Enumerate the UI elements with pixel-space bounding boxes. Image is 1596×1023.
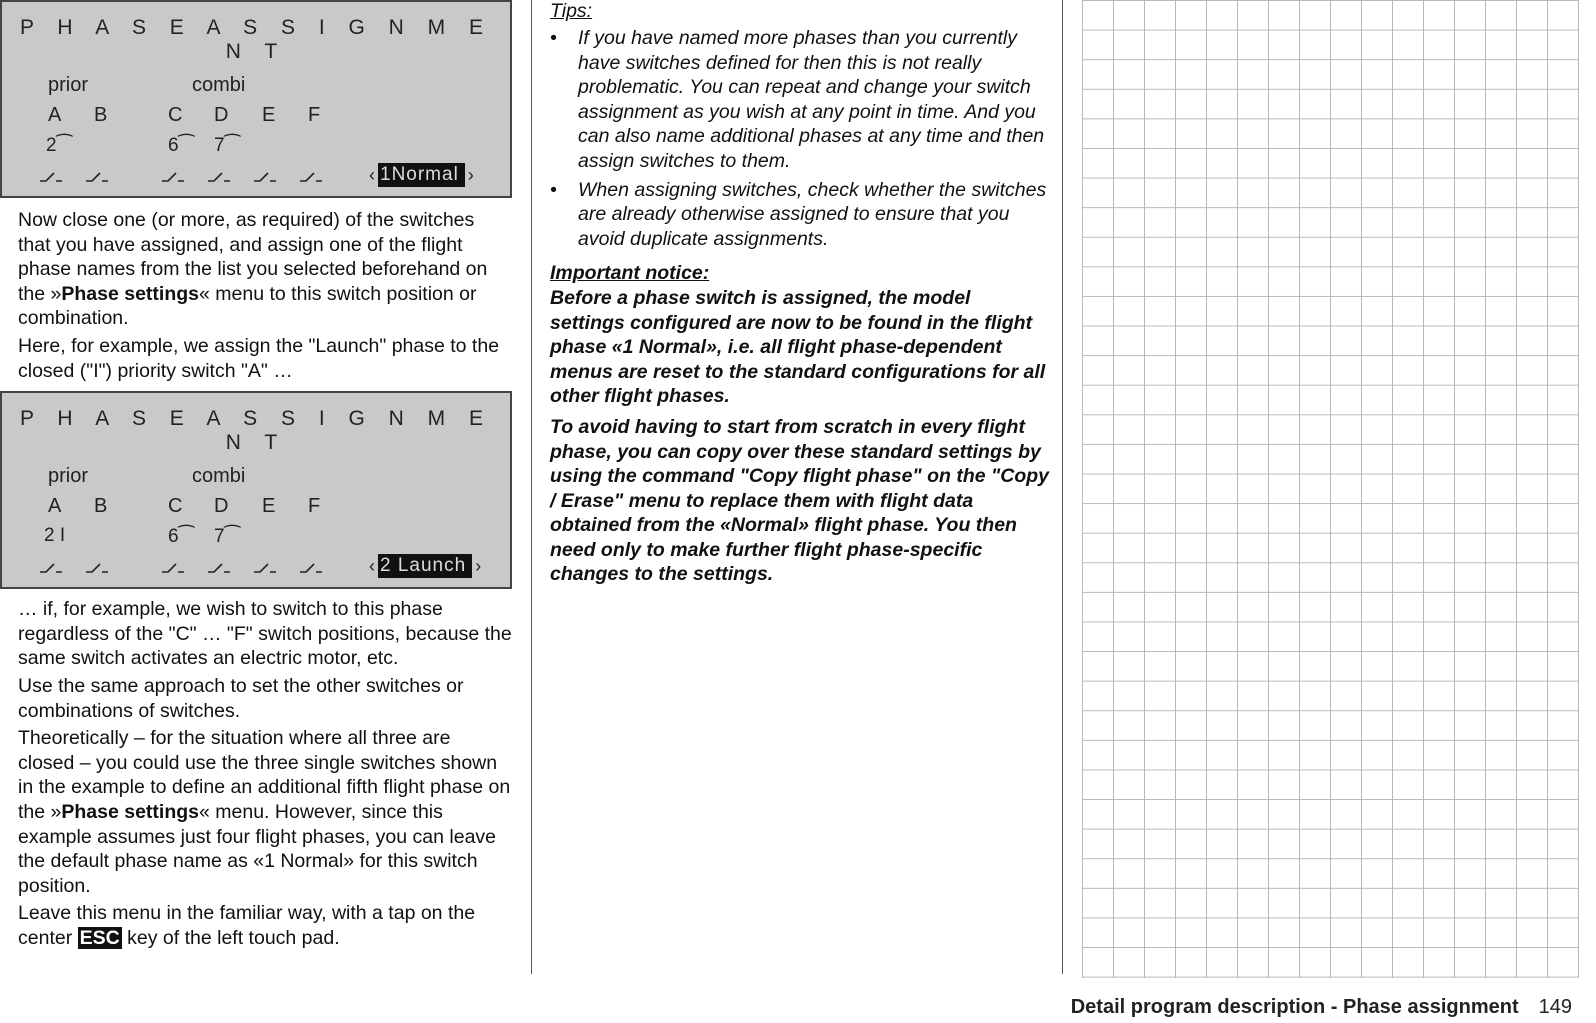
- switch-icon[interactable]: [162, 170, 184, 182]
- menu-name: Phase settings: [61, 800, 200, 823]
- middle-column: [550, 0, 1050, 587]
- left-column: [18, 0, 512, 950]
- switch-icon[interactable]: [162, 561, 184, 573]
- page-number: 149: [1538, 996, 1572, 1018]
- col-label-e: E: [262, 104, 276, 126]
- combi-label: combi: [192, 74, 246, 96]
- switch-icon[interactable]: [208, 170, 230, 182]
- notice-paragraph: To avoid having to start from scratch in every flight phase, you can copy over these standard settings by using the command "Copy flight phase" on the "Copy / Erase" menu to replace them with flight data obtained from the «Normal» flight phase. You then need only to make further flight phase-specific changes to the settings.: [550, 415, 1050, 586]
- switch-icon[interactable]: [254, 561, 276, 573]
- col-label-b: B: [94, 495, 108, 518]
- notes-grid: [1082, 0, 1579, 978]
- chevron-right-icon[interactable]: ›: [467, 164, 474, 185]
- phase-name: 1Normal: [378, 163, 465, 187]
- phase-selector[interactable]: [366, 553, 484, 579]
- switch-value-a: 2 I: [44, 525, 66, 547]
- notice-title: Important notice:: [550, 262, 710, 285]
- switch-icon[interactable]: [86, 561, 108, 573]
- column-divider-left: [531, 0, 532, 974]
- screen-title: P H A S E A S S I G N M E N T: [19, 407, 493, 455]
- paragraph-same-approach: Use the same approach to set the other switches or combinations of switches.: [18, 674, 464, 722]
- switch-icon[interactable]: [40, 170, 62, 182]
- chevron-left-icon[interactable]: ‹: [369, 555, 375, 576]
- lcd-screen-launch: [0, 391, 512, 589]
- screen-title: P H A S E A S S I G N M E N T: [19, 16, 493, 63]
- chevron-right-icon[interactable]: ›: [475, 555, 482, 576]
- phase-selector[interactable]: [366, 162, 477, 188]
- paragraph-leave-menu: Leave this menu in the familiar way, with a tap on the center ESC key of the left touch pad.: [18, 902, 476, 949]
- tips-list: [550, 26, 1050, 251]
- switch-icon[interactable]: [254, 170, 276, 182]
- esc-key: ESC: [79, 926, 120, 949]
- col-label-d: D: [214, 495, 229, 518]
- paragraph-theoretically: Theoretically – for the situation where all three are closed – you could use the three single switches shown in the example to define an additional fifth flight phase on the »Phase settings« menu. However, since this example assumes just four flight phases, you can leave the default phase name as «1 Normal» for this switch position.: [18, 727, 511, 897]
- col-label-f: F: [308, 104, 321, 126]
- paragraph-close-switches: Now close one (or more, as required) of the switches that you have assigned, and assign one of the flight phase names from the list you selected beforehand on the »Phase settings« menu to this switch position or combination.: [18, 209, 488, 330]
- prior-label: prior: [48, 74, 89, 96]
- paragraph-regardless: … if, for example, we wish to switch to this phase regardless of the "C" … "F" switch positions, because the same switch activates an electric motor, etc.: [18, 598, 512, 670]
- col-label-f: F: [308, 495, 321, 518]
- col-label-a: A: [48, 495, 62, 518]
- list-item: • If you have named more phases than you currently have switches defined for then this is not really problematic. You can repeat and change your switch assignment as you wish at any point in time. And you can also name additional phases at any time and then assign switches to them.: [550, 27, 1045, 172]
- switch-value-c: 6⁀: [168, 526, 194, 548]
- col-label-c: C: [168, 104, 183, 126]
- switch-icon[interactable]: [40, 561, 62, 573]
- col-label-c: C: [168, 495, 183, 518]
- switch-icon[interactable]: [300, 561, 322, 573]
- chevron-left-icon[interactable]: ‹: [369, 164, 375, 185]
- paragraph-launch-example: Here, for example, we assign the "Launch" phase to the closed ("I") priority switch "A" …: [18, 334, 500, 382]
- menu-name: Phase settings: [61, 282, 200, 305]
- switch-icon[interactable]: [86, 170, 108, 182]
- combi-label: combi: [192, 465, 246, 488]
- switch-icon[interactable]: [208, 561, 230, 573]
- switch-value-a: 2⁀: [46, 135, 72, 156]
- switch-value-d: 7⁀: [214, 135, 240, 156]
- lcd-screen-normal: [0, 0, 512, 198]
- col-label-a: A: [48, 104, 62, 126]
- footer-description: Detail program description - Phase assignment: [1070, 996, 1519, 1018]
- col-label-b: B: [94, 104, 108, 126]
- notice-paragraph: Before a phase switch is assigned, the model settings configured are now to be found in the flight phase «1 Normal», i.e. all flight phase-dependent menus are reset to the standard configurations for all other flight phases.: [550, 286, 1046, 408]
- page-footer: [1071, 996, 1572, 1019]
- tips-title: Tips:: [550, 0, 593, 22]
- phase-name: 2 Launch: [378, 554, 472, 578]
- col-label-d: D: [214, 104, 229, 126]
- switch-icon[interactable]: [300, 170, 322, 182]
- list-item: • When assigning switches, check whether the switches are already otherwise assigned to ensure that you avoid duplicate assignments.: [550, 178, 1047, 250]
- col-label-e: E: [262, 495, 276, 518]
- switch-value-c: 6⁀: [168, 135, 194, 156]
- switch-value-d: 7⁀: [214, 526, 240, 548]
- prior-label: prior: [48, 465, 89, 488]
- column-divider-right: [1062, 0, 1063, 974]
